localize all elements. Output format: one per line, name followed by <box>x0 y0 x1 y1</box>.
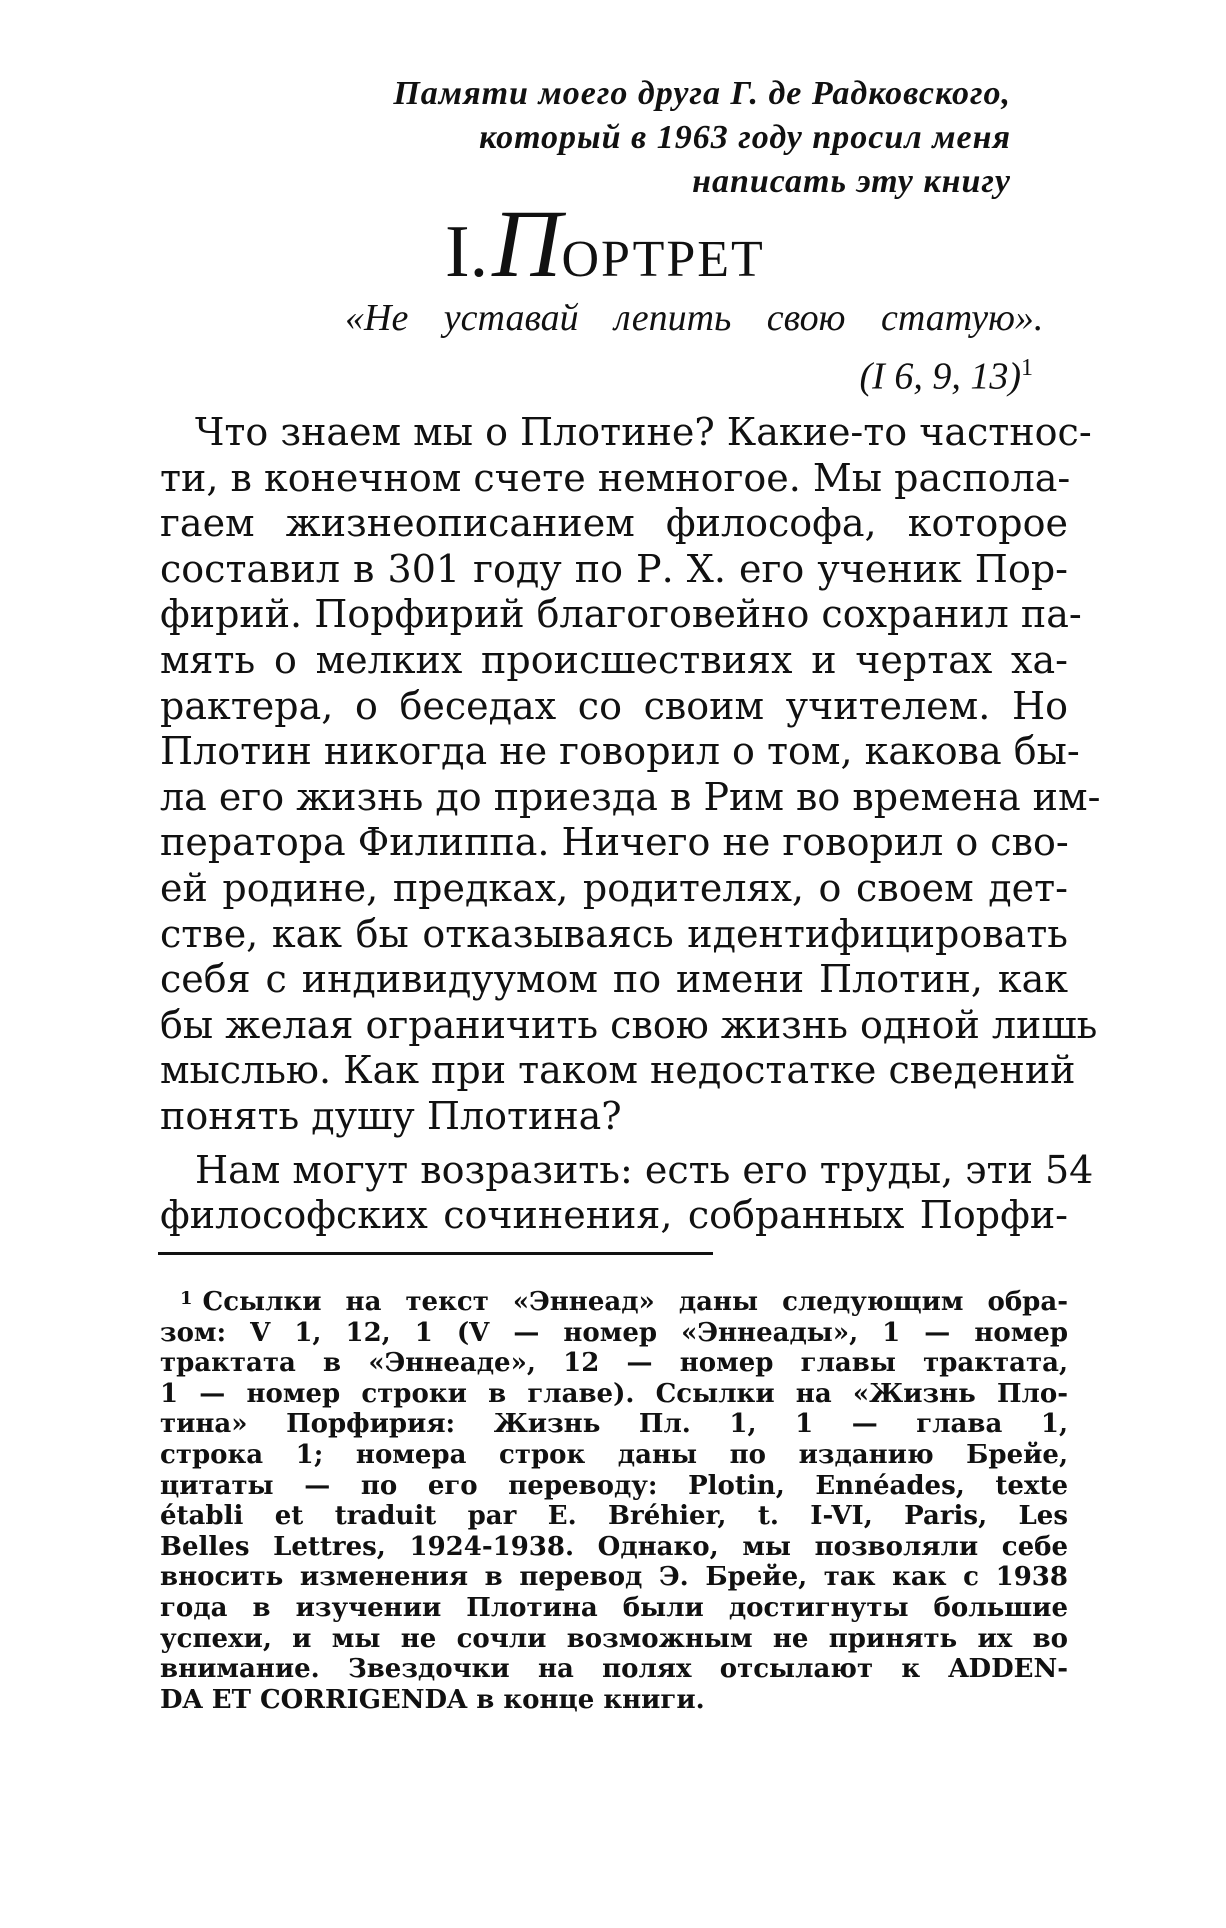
text-line: ператора Филиппа. Ничего не говорил о сво- <box>160 820 1069 865</box>
footnote-line: DA ET CORRIGENDA в конце книги. <box>160 1684 705 1715</box>
chapter-title-rest: ОРТРЕТ <box>561 231 765 288</box>
dedication-line: Памяти моего друга Г. де Радковского, <box>393 75 1011 112</box>
text-line: себя с индивидуумом по имени Плотин, как <box>160 957 1068 1002</box>
paragraph <box>160 1147 1094 1239</box>
text-line: Что знаем мы о Плотине? Какие-то частнос- <box>195 410 1092 454</box>
text-line: фирий. Порфирий благоговейно сохранил па- <box>160 592 1082 637</box>
footnote-divider <box>158 1252 713 1255</box>
text-line: бы желая ограничить свою жизнь одной лишь <box>160 1002 1098 1047</box>
chapter-number: I. <box>445 211 489 293</box>
text-line: Нам могут возразить: есть его труды, эти 54 <box>195 1147 1094 1192</box>
footnote-line: зом: V 1, 12, 1 (V — номер «Эннеады», 1 — номер <box>160 1317 1068 1348</box>
footnote-line: 1 — номер строки в главе). Ссылки на «Жизнь Пло- <box>160 1378 1068 1409</box>
footnote-line: Belles Lettres, 1924-1938. Однако, мы позволяли себе <box>160 1531 1068 1562</box>
epigraph <box>345 293 1045 402</box>
text-line: ти, в конечном счете немногое. Мы распола- <box>160 455 1071 500</box>
footnote-line: вносить изменения в перевод Э. Брейе, так как с 1938 <box>160 1562 1068 1593</box>
footnote-line: года в изучении Плотина были достигнуты большие <box>160 1592 1068 1623</box>
dedication <box>251 72 1011 204</box>
epigraph-reference <box>345 343 1045 402</box>
chapter-title <box>445 190 765 297</box>
epigraph-quote: «Не уставай лепить свою статую». <box>345 297 1044 339</box>
chapter-title-initial: П <box>492 190 562 297</box>
main-text <box>160 410 1101 1239</box>
text-line: стве, как бы отказываясь идентифицировать <box>160 911 1068 956</box>
text-line: ла его жизнь до приезда в Рим во времена им- <box>160 774 1101 819</box>
footnote-marker: 1 <box>180 1288 193 1309</box>
footnote-line <box>160 1284 1068 1318</box>
text-line: мыслью. Как при таком недостатке сведений <box>160 1048 1076 1093</box>
text-line: понять душу Плотина? <box>160 1093 622 1138</box>
footnote-reference-marker: 1 <box>1021 355 1033 381</box>
text-line: составил в 301 году по Р. Х. его ученик Пор- <box>160 546 1068 591</box>
text-line: мять о мелких происшествиях и чертах ха- <box>160 637 1068 682</box>
text-line: Плотин никогда не говорил о том, какова бы- <box>160 729 1080 774</box>
footnote-line: внимание. Звездочки на полях отсылают к ADDEN- <box>160 1654 1068 1685</box>
footnote-line: строка 1; номера строк даны по изданию Брейе, <box>160 1439 1068 1470</box>
footnote <box>160 1284 1068 1715</box>
text-line: философских сочинения, собранных Порфи- <box>160 1193 1068 1238</box>
text-line: гаем жизнеописанием философа, которое <box>160 501 1068 546</box>
dedication-line: написать эту книгу <box>692 163 1011 200</box>
footnote-line-text: Ссылки на текст «Эннеад» даны следующим обра- <box>202 1287 1068 1317</box>
footnote-line: трактата в «Эннеаде», 12 — номер главы трактата, <box>160 1348 1068 1379</box>
footnote-line: établi et traduit par E. Bréhier, t. I-VI, Paris, Les <box>160 1501 1068 1532</box>
footnote-line: успехи, и мы не сочли возможным не принять их во <box>160 1623 1068 1654</box>
dedication-line: который в 1963 году просил меня <box>479 119 1011 156</box>
paragraph <box>160 410 1101 1140</box>
epigraph-reference-text: (I 6, 9, 13) <box>859 355 1021 398</box>
text-line: рактера, о беседах со своим учителем. Но <box>160 683 1068 728</box>
text-line: ей родине, предках, родителях, о своем дет- <box>160 865 1068 910</box>
footnote-line: цитаты — по его переводу: Plotin, Ennéades, texte <box>160 1470 1068 1501</box>
footnote-line: тина» Порфирия: Жизнь Пл. 1, 1 — глава 1, <box>160 1409 1068 1440</box>
